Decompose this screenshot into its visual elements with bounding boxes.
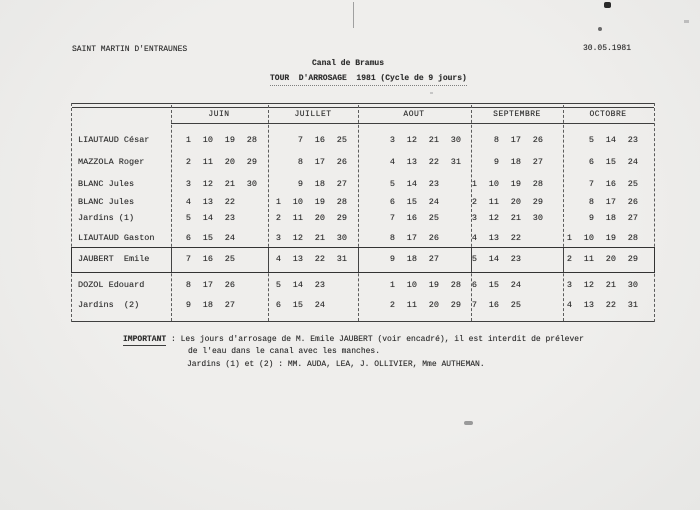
- day-number: 18: [605, 213, 616, 223]
- day-number: 18: [510, 157, 521, 167]
- day-number: 30: [246, 179, 257, 189]
- day-number: 14: [202, 213, 213, 223]
- day-number: 18: [314, 179, 325, 189]
- day-number: [550, 135, 572, 145]
- day-number: 4: [566, 300, 572, 310]
- day-number: 21: [224, 179, 235, 189]
- day-number: 20: [224, 157, 235, 167]
- day-number: 4: [275, 254, 281, 264]
- month-cell: [169, 233, 257, 243]
- day-number: 3: [566, 280, 572, 290]
- month-cell: [259, 254, 347, 264]
- day-number: 11: [292, 213, 303, 223]
- day-number: 13: [583, 300, 594, 310]
- table-top-rule-1: [72, 103, 654, 104]
- row-name: BLANC Jules: [78, 179, 135, 189]
- day-number: 13: [406, 157, 417, 167]
- month-cell: [169, 300, 257, 310]
- month-cell: [373, 197, 461, 207]
- day-number: 18: [406, 254, 417, 264]
- day-number: 20: [605, 254, 616, 264]
- day-number: 25: [336, 135, 347, 145]
- day-number: 19: [314, 197, 325, 207]
- day-number: 4: [185, 197, 191, 207]
- day-number: 25: [510, 300, 521, 310]
- month-cell: [259, 280, 347, 290]
- important-note-line1: [123, 336, 584, 344]
- day-number: 12: [202, 179, 213, 189]
- day-number: [259, 135, 281, 145]
- month-cell: [550, 280, 638, 290]
- day-number: 12: [583, 280, 594, 290]
- day-number: 2: [471, 197, 477, 207]
- scan-artifact: [604, 2, 611, 8]
- table-row: [72, 299, 654, 311]
- day-number: 18: [202, 300, 213, 310]
- scan-artifact: [464, 421, 473, 425]
- day-number: [235, 280, 257, 290]
- month-cell: [259, 233, 347, 243]
- day-number: 29: [450, 300, 461, 310]
- day-number: [235, 233, 257, 243]
- row-name: LIAUTAUD César: [78, 135, 150, 145]
- day-number: [521, 254, 543, 264]
- table-row: [72, 156, 654, 168]
- month-cell: [455, 233, 543, 243]
- month-header-septembre: SEPTEMBRE: [493, 110, 541, 119]
- day-number: 21: [428, 135, 439, 145]
- month-header-aout: AOUT: [403, 110, 425, 119]
- day-number: 8: [185, 280, 191, 290]
- day-number: 1: [275, 197, 281, 207]
- day-number: 21: [605, 280, 616, 290]
- day-number: 11: [202, 157, 213, 167]
- day-number: 21: [510, 213, 521, 223]
- day-number: 31: [450, 157, 461, 167]
- day-number: 22: [510, 233, 521, 243]
- day-number: 26: [627, 197, 638, 207]
- day-number: 8: [297, 157, 303, 167]
- day-number: 12: [292, 233, 303, 243]
- important-note-line2: de l'eau dans le canal avec les manches.: [188, 347, 381, 356]
- month-cell: [259, 179, 347, 189]
- month-cell: [550, 197, 638, 207]
- day-number: 12: [406, 135, 417, 145]
- day-number: 26: [428, 233, 439, 243]
- day-number: [455, 157, 477, 167]
- row-name: Jardins (2): [78, 300, 140, 310]
- day-number: 19: [428, 280, 439, 290]
- day-number: 14: [488, 254, 499, 264]
- day-number: 16: [202, 254, 213, 264]
- day-number: 13: [202, 197, 213, 207]
- day-number: 23: [627, 135, 638, 145]
- month-cell: [550, 179, 638, 189]
- month-cell: [259, 300, 347, 310]
- day-number: 13: [292, 254, 303, 264]
- month-cell: [550, 157, 638, 167]
- month-cell: [169, 254, 257, 264]
- day-number: [550, 179, 572, 189]
- day-number: 8: [389, 233, 395, 243]
- day-number: 5: [389, 179, 395, 189]
- day-number: 24: [314, 300, 325, 310]
- day-number: 28: [532, 179, 543, 189]
- important-text: : Les jours d'arrosage de M. Emile JAUBERT (voir encadré), il est interdit de prélever: [166, 335, 584, 344]
- day-number: 24: [510, 280, 521, 290]
- day-number: 9: [493, 157, 499, 167]
- day-number: 28: [246, 135, 257, 145]
- day-number: 19: [605, 233, 616, 243]
- month-cell: [550, 254, 638, 264]
- day-number: 15: [488, 280, 499, 290]
- day-number: 16: [314, 135, 325, 145]
- day-number: 16: [605, 179, 616, 189]
- table-row: [72, 212, 654, 224]
- month-cell: [373, 135, 461, 145]
- day-number: 10: [406, 280, 417, 290]
- day-number: 10: [488, 179, 499, 189]
- row-name: DOZOL Edouard: [78, 280, 145, 290]
- day-number: 30: [450, 135, 461, 145]
- day-number: 29: [336, 213, 347, 223]
- month-cell: [455, 135, 543, 145]
- day-number: [235, 213, 257, 223]
- day-number: [550, 157, 572, 167]
- important-label: IMPORTANT: [123, 335, 167, 344]
- day-number: 8: [588, 197, 594, 207]
- day-number: [550, 213, 572, 223]
- row-name: Jardins (1): [78, 213, 135, 223]
- month-cell: [550, 213, 638, 223]
- day-number: 16: [488, 300, 499, 310]
- month-cell: [455, 213, 543, 223]
- day-number: 28: [627, 233, 638, 243]
- day-number: 17: [406, 233, 417, 243]
- month-header-octobre: OCTOBRE: [589, 110, 627, 119]
- day-number: 23: [510, 254, 521, 264]
- day-number: 7: [297, 135, 303, 145]
- day-number: 15: [292, 300, 303, 310]
- day-number: 20: [510, 197, 521, 207]
- day-number: 24: [224, 233, 235, 243]
- table-row: [72, 279, 654, 291]
- day-number: 2: [389, 300, 395, 310]
- month-cell: [550, 135, 638, 145]
- day-number: 26: [532, 135, 543, 145]
- table-row: [72, 178, 654, 190]
- month-cell: [169, 197, 257, 207]
- day-number: 11: [406, 300, 417, 310]
- day-number: 29: [532, 197, 543, 207]
- day-number: 29: [627, 254, 638, 264]
- day-number: 25: [224, 254, 235, 264]
- day-number: 4: [471, 233, 477, 243]
- day-number: 7: [389, 213, 395, 223]
- day-number: 26: [336, 157, 347, 167]
- month-cell: [169, 157, 257, 167]
- day-number: 28: [336, 197, 347, 207]
- day-number: 9: [185, 300, 191, 310]
- day-number: 5: [588, 135, 594, 145]
- day-number: 13: [488, 233, 499, 243]
- month-header-juillet: JUILLET: [294, 110, 332, 119]
- day-number: 14: [406, 179, 417, 189]
- day-number: 27: [428, 254, 439, 264]
- day-number: 3: [471, 213, 477, 223]
- row-name: LIAUTAUD Gaston: [78, 233, 155, 243]
- scan-artifact: [353, 2, 354, 28]
- day-number: 3: [185, 179, 191, 189]
- day-number: [521, 280, 543, 290]
- table-row: [72, 253, 654, 265]
- month-cell: [373, 233, 461, 243]
- day-number: 22: [605, 300, 616, 310]
- month-cell: [373, 300, 461, 310]
- irrigation-schedule-table: [71, 103, 655, 322]
- scan-artifact: [430, 92, 433, 94]
- day-number: 5: [275, 280, 281, 290]
- day-number: 15: [406, 197, 417, 207]
- month-cell: [169, 213, 257, 223]
- day-number: 7: [471, 300, 477, 310]
- day-number: 31: [627, 300, 638, 310]
- month-cell: [169, 280, 257, 290]
- day-number: 1: [185, 135, 191, 145]
- month-header-juin: JUIN: [208, 110, 230, 119]
- day-number: 7: [185, 254, 191, 264]
- canal-title: Canal de Bramus: [312, 59, 385, 68]
- day-number: 21: [314, 233, 325, 243]
- month-cell: [550, 300, 638, 310]
- day-number: 6: [389, 197, 395, 207]
- day-number: 30: [532, 213, 543, 223]
- day-number: 9: [389, 254, 395, 264]
- day-number: 10: [292, 197, 303, 207]
- day-number: 24: [428, 197, 439, 207]
- day-number: 3: [275, 233, 281, 243]
- day-number: 30: [336, 233, 347, 243]
- day-number: [521, 233, 543, 243]
- day-number: 28: [450, 280, 461, 290]
- day-number: 15: [605, 157, 616, 167]
- day-number: 1: [471, 179, 477, 189]
- table-row: [72, 196, 654, 208]
- day-number: 22: [224, 197, 235, 207]
- month-cell: [259, 135, 347, 145]
- month-cell: [259, 213, 347, 223]
- day-number: 11: [488, 197, 499, 207]
- month-cell: [373, 254, 461, 264]
- commune-name: SAINT MARTIN D'ENTRAUNES: [72, 45, 188, 54]
- day-number: 6: [185, 233, 191, 243]
- tour-arrosage-title: TOUR D'ARROSAGE 1981 (Cycle de 9 jours): [270, 75, 467, 86]
- month-cell: [455, 197, 543, 207]
- day-number: 11: [583, 254, 594, 264]
- day-number: 25: [627, 179, 638, 189]
- day-number: [455, 135, 477, 145]
- day-number: 26: [224, 280, 235, 290]
- month-cell: [373, 179, 461, 189]
- day-number: [259, 157, 281, 167]
- day-number: 10: [202, 135, 213, 145]
- day-number: 31: [336, 254, 347, 264]
- month-cell: [169, 179, 257, 189]
- month-cell: [455, 179, 543, 189]
- day-number: 5: [471, 254, 477, 264]
- day-number: 2: [566, 254, 572, 264]
- day-number: 10: [583, 233, 594, 243]
- day-number: 14: [292, 280, 303, 290]
- month-cell: [455, 280, 543, 290]
- day-number: 16: [406, 213, 417, 223]
- month-cell: [373, 157, 461, 167]
- table-bottom-rule: [72, 321, 654, 322]
- scan-artifact: [598, 27, 602, 31]
- month-cell: [455, 300, 543, 310]
- month-cell: [373, 280, 461, 290]
- day-number: 3: [389, 135, 395, 145]
- day-number: 17: [605, 197, 616, 207]
- day-number: [325, 300, 347, 310]
- day-number: [235, 197, 257, 207]
- month-cell: [259, 157, 347, 167]
- day-number: 8: [493, 135, 499, 145]
- day-number: 6: [275, 300, 281, 310]
- day-number: 20: [314, 213, 325, 223]
- day-number: 23: [224, 213, 235, 223]
- row-name: MAZZOLA Roger: [78, 157, 145, 167]
- day-number: 2: [275, 213, 281, 223]
- day-number: 4: [389, 157, 395, 167]
- day-number: 12: [488, 213, 499, 223]
- month-cell: [259, 197, 347, 207]
- jardins-note: Jardins (1) et (2) : MM. AUDA, LEA, J. OLLIVIER, Mme AUTHEMAN.: [187, 360, 485, 369]
- day-number: 17: [314, 157, 325, 167]
- row-name: BLANC Jules: [78, 197, 135, 207]
- day-number: 19: [224, 135, 235, 145]
- day-number: 29: [246, 157, 257, 167]
- day-number: 25: [428, 213, 439, 223]
- day-number: 20: [428, 300, 439, 310]
- day-number: 30: [627, 280, 638, 290]
- day-number: 14: [605, 135, 616, 145]
- month-cell: [550, 233, 638, 243]
- day-number: 2: [185, 157, 191, 167]
- month-cell: [373, 213, 461, 223]
- day-number: [521, 300, 543, 310]
- day-number: 6: [471, 280, 477, 290]
- day-number: [259, 179, 281, 189]
- table-row: [72, 232, 654, 244]
- day-number: 27: [336, 179, 347, 189]
- day-number: 23: [428, 179, 439, 189]
- day-number: 23: [314, 280, 325, 290]
- month-cell: [455, 254, 543, 264]
- day-number: 1: [566, 233, 572, 243]
- day-number: 5: [185, 213, 191, 223]
- day-number: [235, 300, 257, 310]
- day-number: [235, 254, 257, 264]
- table-top-rule-2: [72, 107, 654, 108]
- month-cell: [455, 157, 543, 167]
- document-date: 30.05.1981: [583, 44, 632, 53]
- day-number: 9: [588, 213, 594, 223]
- day-number: 27: [627, 213, 638, 223]
- day-number: [550, 197, 572, 207]
- day-number: 17: [202, 280, 213, 290]
- header-underline: [171, 123, 654, 124]
- day-number: 24: [627, 157, 638, 167]
- row-name: JAUBERT Emile: [78, 254, 150, 264]
- month-cell: [169, 135, 257, 145]
- day-number: 27: [224, 300, 235, 310]
- day-number: 22: [428, 157, 439, 167]
- scan-artifact: [684, 20, 689, 23]
- day-number: 15: [202, 233, 213, 243]
- day-number: [325, 280, 347, 290]
- table-row: [72, 134, 654, 146]
- day-number: 9: [297, 179, 303, 189]
- day-number: 27: [532, 157, 543, 167]
- day-number: 17: [510, 135, 521, 145]
- day-number: 6: [588, 157, 594, 167]
- day-number: 7: [588, 179, 594, 189]
- day-number: 19: [510, 179, 521, 189]
- day-number: 22: [314, 254, 325, 264]
- day-number: 1: [389, 280, 395, 290]
